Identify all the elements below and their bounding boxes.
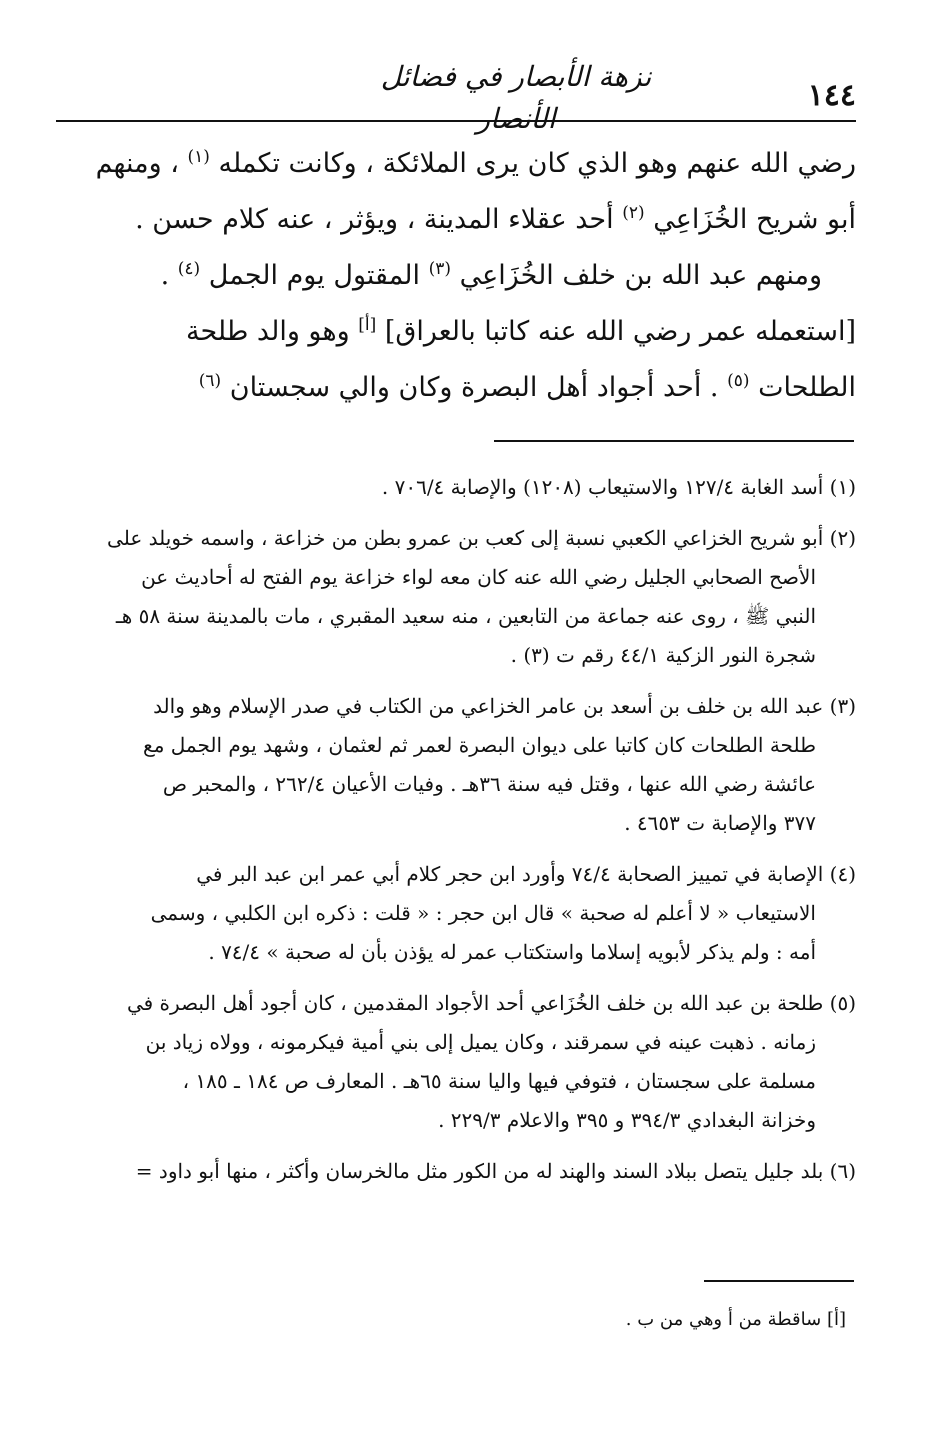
footnote-line: الأصح الصحابي الجليل رضي الله عنه كان معه لواء خزاعة يوم الفتح له أحاديث عن — [141, 565, 816, 589]
footnote-line: (٤) الإصابة في تمييز الصحابة ٧٤/٤ وأورد ابن حجر كلام أبي عمر ابن عبد البر في — [196, 862, 856, 886]
footnote-line: النبي ﷺ ، روى عنه جماعة من التابعين ، منه سعيد المقبري ، مات بالمدينة سنة ٥٨ هـ — [115, 604, 816, 628]
footnote-line: شجرة النور الزكية ٤٤/١ رقم ت (٣) . — [510, 643, 816, 667]
footnote-line: وخزانة البغدادي ٣٩٤/٣ و ٣٩٥ والاعلام ٢٢٩/٣ . — [438, 1108, 816, 1132]
footnote-ref: [أ] — [358, 315, 377, 335]
footnote-ref: (٥) — [727, 371, 750, 391]
page-header — [56, 44, 856, 135]
footnote-6 — [48, 1152, 856, 1191]
footnote-ref: (٣) — [428, 259, 452, 279]
footnote-ref: (٢) — [622, 203, 645, 223]
footnote-line: مسلمة على سجستان ، فتوفي فيها واليا سنة ٦٥هـ . المعارف ص ١٨٤ ـ ١٨٥ ، — [182, 1069, 816, 1093]
footnote-2 — [48, 519, 856, 675]
footnote-ref: (٤) — [177, 259, 201, 279]
header-rule — [56, 120, 856, 122]
footnote-3 — [48, 687, 856, 843]
footnote-ref: (١) — [187, 147, 210, 167]
footnote-5 — [48, 984, 856, 1140]
manuscript-note: [أ] ساقطة من أ وهي من ب . — [625, 1309, 846, 1330]
footnote-line: أمه : ولم يذكر لأبويه إسلاما واستكتاب عمر له يؤذن بأن له صحبة » ٧٤/٤ . — [208, 940, 816, 964]
footnote-line: الاستيعاب « لا أعلم له صحبة » قال ابن حجر : « قلت : ذكره ابن الكلبي ، وسمى — [150, 901, 816, 925]
footnotes — [48, 468, 856, 1203]
sub-footnote-separator — [704, 1280, 854, 1282]
footnote-line: (٢) أبو شريح الخزاعي الكعبي نسبة إلى كعب بن عمرو بطن من خزاعة ، واسمه خويلد على — [107, 526, 856, 550]
main-text — [56, 136, 856, 416]
footnote-separator — [494, 440, 854, 442]
main-line: رضي الله عنهم وهو الذي كان يرى الملائكة ، وكانت تكمله $^{(١)}$ ، ومنهم — [95, 147, 856, 179]
footnote-1 — [48, 468, 856, 507]
footnote-line: (٥) طلحة بن عبد الله بن خلف الخُزَاعي أحد الأجواد المقدمين ، كان أجود أهل البصرة في — [126, 991, 856, 1015]
footnote-line: طلحة الطلحات كان كاتبا على ديوان البصرة لعمر ثم لعثمان ، وشهد يوم الجمل مع — [143, 733, 816, 757]
footnote-4 — [48, 855, 856, 972]
footnote-ref: (٦) — [198, 371, 222, 391]
main-line: ومنهم عبد الله بن خلف الخُزَاعِي $^{(٣)}$ المقتول يوم الجمل $^{(٤)}$ . — [160, 259, 822, 291]
main-line: [استعمله عمر رضي الله عنه كاتبا بالعراق] [أ] وهو والد طلحة — [186, 315, 856, 347]
main-line: أبو شريح الخُزَاعِي $^{(٢)}$ أحد عقلاء المدينة ، ويؤثر ، عنه كلام حسن . — [135, 203, 856, 235]
running-title: نزهة الأبصار في فضائل الأنصار — [380, 60, 652, 135]
main-line: الطلحات $^{(٥)}$ . أحد أجواد أهل البصرة وكان والي سجستان $^{(٦)}$ — [198, 371, 856, 403]
footnote-line: (٦) بلد جليل يتصل ببلاد السند والهند له من الكور مثل مالخرسان وأكثر ، منها أبو داود = — [135, 1159, 856, 1183]
page-number: ١٤٤ — [807, 78, 856, 113]
footnote-line: زمانه . ذهبت عينه في سمرقند ، وكان يميل إلى بني أمية فيكرمونه ، وولاه زياد بن — [145, 1030, 816, 1054]
footnote-line: عائشة رضي الله عنها ، وقتل فيه سنة ٣٦هـ . وفيات الأعيان ٢٦٢/٤ ، والمحبر ص — [162, 772, 816, 796]
footnote-line: ٣٧٧ والإصابة ت ٤٦٥٣ . — [624, 811, 816, 835]
footnote-line: (٣) عبد الله بن خلف بن أسعد بن عامر الخزاعي من الكتاب في صدر الإسلام وهو والد — [153, 694, 856, 718]
footnote-line: (١) أسد الغابة ١٢٧/٤ والاستيعاب (١٢٠٨) والإصابة ٧٠٦/٤ . — [381, 475, 856, 499]
